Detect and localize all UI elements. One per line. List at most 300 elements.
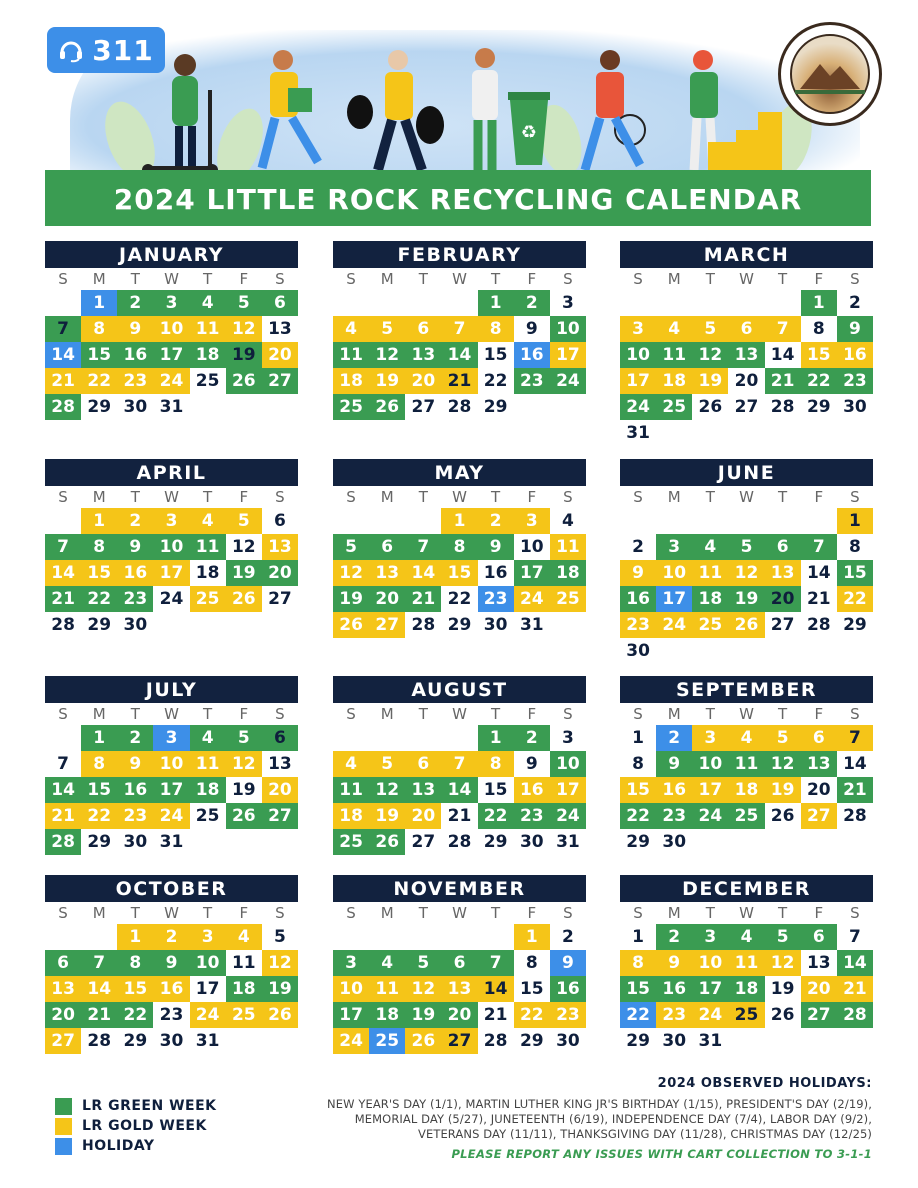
day-cell[interactable]: 19 — [770, 979, 795, 999]
day-cell[interactable]: 9 — [525, 754, 538, 774]
day-cell[interactable]: 22 — [620, 1002, 656, 1028]
day-cell[interactable]: 15 — [81, 777, 117, 803]
day-cell[interactable]: 25 — [195, 806, 220, 826]
day-cell[interactable]: 6 — [262, 725, 298, 751]
day-cell[interactable]: 18 — [190, 777, 226, 803]
day-cell[interactable]: 3 — [561, 293, 574, 313]
day-cell[interactable]: 15 — [483, 780, 508, 800]
day-cell[interactable]: 10 — [153, 316, 189, 342]
day-cell[interactable]: 20 — [262, 560, 298, 586]
day-cell[interactable]: 31 — [159, 397, 184, 417]
day-cell[interactable]: 15 — [620, 976, 656, 1002]
day-cell[interactable]: 2 — [632, 537, 644, 557]
day-cell[interactable]: 24 — [190, 1002, 226, 1028]
day-cell[interactable]: 19 — [369, 368, 405, 394]
day-cell[interactable]: 18 — [656, 368, 692, 394]
day-cell[interactable]: 6 — [405, 316, 441, 342]
day-cell[interactable]: 27 — [411, 397, 436, 417]
day-cell[interactable]: 13 — [369, 560, 405, 586]
day-cell[interactable]: 16 — [117, 342, 153, 368]
day-cell[interactable]: 29 — [483, 397, 508, 417]
day-cell[interactable]: 22 — [478, 803, 514, 829]
day-cell[interactable]: 29 — [806, 397, 831, 417]
day-cell[interactable]: 12 — [405, 976, 441, 1002]
day-cell[interactable]: 13 — [728, 342, 764, 368]
day-cell[interactable]: 4 — [561, 511, 574, 531]
day-cell[interactable]: 10 — [656, 560, 692, 586]
day-cell[interactable]: 8 — [848, 537, 861, 557]
day-cell[interactable]: 29 — [519, 1031, 544, 1051]
day-cell[interactable]: 13 — [405, 342, 441, 368]
day-cell[interactable]: 7 — [801, 534, 837, 560]
day-cell[interactable]: 3 — [620, 316, 656, 342]
day-cell[interactable]: 25 — [656, 394, 692, 420]
day-cell[interactable]: 24 — [656, 612, 692, 638]
day-cell[interactable]: 14 — [81, 976, 117, 1002]
day-cell[interactable]: 11 — [190, 751, 226, 777]
day-cell[interactable]: 5 — [728, 534, 764, 560]
day-cell[interactable]: 14 — [45, 560, 81, 586]
day-cell[interactable]: 30 — [123, 832, 148, 852]
day-cell[interactable]: 3 — [153, 508, 189, 534]
day-cell[interactable]: 11 — [369, 976, 405, 1002]
day-cell[interactable]: 13 — [268, 319, 292, 339]
day-cell[interactable]: 21 — [837, 976, 873, 1002]
day-cell[interactable]: 13 — [405, 777, 441, 803]
day-cell[interactable]: 2 — [848, 293, 861, 313]
day-cell[interactable]: 5 — [692, 316, 728, 342]
day-cell[interactable]: 29 — [447, 615, 472, 635]
day-cell[interactable]: 29 — [626, 832, 650, 852]
day-cell[interactable]: 11 — [231, 953, 256, 973]
day-cell[interactable]: 26 — [262, 1002, 298, 1028]
day-cell[interactable]: 30 — [626, 641, 650, 661]
day-cell[interactable]: 25 — [728, 1002, 764, 1028]
day-cell[interactable]: 4 — [728, 924, 764, 950]
day-cell[interactable]: 17 — [620, 368, 656, 394]
day-cell[interactable]: 1 — [632, 927, 644, 947]
day-cell[interactable]: 12 — [692, 342, 728, 368]
day-cell[interactable]: 5 — [765, 924, 801, 950]
day-cell[interactable]: 7 — [478, 950, 514, 976]
day-cell[interactable]: 19 — [692, 368, 728, 394]
day-cell[interactable]: 20 — [262, 777, 298, 803]
day-cell[interactable]: 20 — [45, 1002, 81, 1028]
day-cell[interactable]: 23 — [514, 368, 550, 394]
day-cell[interactable]: 17 — [514, 560, 550, 586]
day-cell[interactable]: 8 — [81, 316, 117, 342]
day-cell[interactable]: 20 — [801, 976, 837, 1002]
day-cell[interactable]: 24 — [550, 368, 586, 394]
day-cell[interactable]: 17 — [333, 1002, 369, 1028]
day-cell[interactable]: 14 — [405, 560, 441, 586]
day-cell[interactable]: 18 — [728, 976, 764, 1002]
day-cell[interactable]: 8 — [81, 534, 117, 560]
day-cell[interactable]: 20 — [369, 586, 405, 612]
day-cell[interactable]: 1 — [441, 508, 477, 534]
day-cell[interactable]: 31 — [698, 1031, 723, 1051]
day-cell[interactable]: 8 — [620, 950, 656, 976]
day-cell[interactable]: 6 — [405, 751, 441, 777]
day-cell[interactable]: 19 — [226, 560, 262, 586]
day-cell[interactable]: 7 — [45, 534, 81, 560]
day-cell[interactable]: 26 — [369, 394, 405, 420]
day-cell[interactable]: 22 — [801, 368, 837, 394]
day-cell[interactable]: 2 — [117, 290, 153, 316]
day-cell[interactable]: 8 — [812, 319, 825, 339]
day-cell[interactable]: 3 — [514, 508, 550, 534]
day-cell[interactable]: 13 — [262, 534, 298, 560]
day-cell[interactable]: 11 — [692, 560, 728, 586]
day-cell[interactable]: 27 — [801, 803, 837, 829]
day-cell[interactable]: 9 — [656, 751, 692, 777]
day-cell[interactable]: 10 — [692, 751, 728, 777]
day-cell[interactable]: 13 — [441, 976, 477, 1002]
day-cell[interactable]: 23 — [656, 1002, 692, 1028]
day-cell[interactable]: 19 — [405, 1002, 441, 1028]
day-cell[interactable]: 1 — [81, 290, 117, 316]
day-cell[interactable]: 16 — [656, 976, 692, 1002]
day-cell[interactable]: 4 — [333, 751, 369, 777]
day-cell[interactable]: 17 — [153, 560, 189, 586]
day-cell[interactable]: 12 — [226, 751, 262, 777]
day-cell[interactable]: 5 — [765, 725, 801, 751]
day-cell[interactable]: 3 — [333, 950, 369, 976]
day-cell[interactable]: 2 — [514, 725, 550, 751]
day-cell[interactable]: 10 — [153, 534, 189, 560]
day-cell[interactable]: 24 — [692, 1002, 728, 1028]
day-cell[interactable]: 17 — [195, 979, 220, 999]
day-cell[interactable]: 22 — [837, 586, 873, 612]
day-cell[interactable]: 2 — [656, 924, 692, 950]
day-cell[interactable]: 6 — [262, 290, 298, 316]
day-cell[interactable]: 29 — [87, 615, 112, 635]
day-cell[interactable]: 15 — [483, 345, 508, 365]
day-cell[interactable]: 21 — [441, 368, 477, 394]
day-cell[interactable]: 21 — [806, 589, 831, 609]
day-cell[interactable]: 12 — [231, 537, 256, 557]
day-cell[interactable]: 9 — [153, 950, 189, 976]
day-cell[interactable]: 19 — [226, 342, 262, 368]
day-cell[interactable]: 5 — [369, 316, 405, 342]
day-cell[interactable]: 28 — [411, 615, 436, 635]
day-cell[interactable]: 15 — [441, 560, 477, 586]
day-cell[interactable]: 29 — [843, 615, 867, 635]
day-cell[interactable]: 21 — [765, 368, 801, 394]
day-cell[interactable]: 4 — [656, 316, 692, 342]
day-cell[interactable]: 13 — [45, 976, 81, 1002]
day-cell[interactable]: 16 — [514, 777, 550, 803]
day-cell[interactable]: 3 — [692, 725, 728, 751]
day-cell[interactable]: 4 — [369, 950, 405, 976]
day-cell[interactable]: 17 — [550, 777, 586, 803]
day-cell[interactable]: 11 — [333, 777, 369, 803]
day-cell[interactable]: 9 — [550, 950, 586, 976]
day-cell[interactable]: 27 — [770, 615, 795, 635]
day-cell[interactable]: 26 — [770, 806, 795, 826]
day-cell[interactable]: 20 — [734, 371, 759, 391]
day-cell[interactable]: 9 — [117, 316, 153, 342]
day-cell[interactable]: 22 — [81, 368, 117, 394]
day-cell[interactable]: 22 — [81, 803, 117, 829]
day-cell[interactable]: 26 — [333, 612, 369, 638]
badge-311[interactable] — [47, 27, 165, 73]
day-cell[interactable]: 28 — [483, 1031, 508, 1051]
day-cell[interactable]: 2 — [153, 924, 189, 950]
day-cell[interactable]: 21 — [45, 586, 81, 612]
day-cell[interactable]: 27 — [268, 589, 292, 609]
day-cell[interactable]: 25 — [333, 829, 369, 855]
day-cell[interactable]: 30 — [662, 1031, 687, 1051]
day-cell[interactable]: 19 — [369, 803, 405, 829]
day-cell[interactable]: 8 — [478, 316, 514, 342]
day-cell[interactable]: 27 — [441, 1028, 477, 1054]
day-cell[interactable]: 11 — [190, 534, 226, 560]
day-cell[interactable]: 17 — [692, 777, 728, 803]
day-cell[interactable]: 30 — [123, 397, 148, 417]
day-cell[interactable]: 23 — [550, 1002, 586, 1028]
day-cell[interactable]: 24 — [159, 589, 184, 609]
day-cell[interactable]: 30 — [483, 615, 508, 635]
day-cell[interactable]: 4 — [226, 924, 262, 950]
day-cell[interactable]: 8 — [81, 751, 117, 777]
day-cell[interactable]: 15 — [117, 976, 153, 1002]
day-cell[interactable]: 7 — [837, 725, 873, 751]
day-cell[interactable]: 16 — [514, 342, 550, 368]
day-cell[interactable]: 5 — [405, 950, 441, 976]
day-cell[interactable]: 18 — [226, 976, 262, 1002]
day-cell[interactable]: 26 — [698, 397, 723, 417]
day-cell[interactable]: 30 — [556, 1031, 580, 1051]
day-cell[interactable]: 18 — [728, 777, 764, 803]
day-cell[interactable]: 26 — [226, 586, 262, 612]
day-cell[interactable]: 3 — [153, 290, 189, 316]
day-cell[interactable]: 27 — [369, 612, 405, 638]
day-cell[interactable]: 10 — [550, 751, 586, 777]
day-cell[interactable]: 17 — [692, 976, 728, 1002]
day-cell[interactable]: 3 — [656, 534, 692, 560]
day-cell[interactable]: 26 — [369, 829, 405, 855]
day-cell[interactable]: 9 — [620, 560, 656, 586]
day-cell[interactable]: 26 — [405, 1028, 441, 1054]
day-cell[interactable]: 28 — [770, 397, 795, 417]
day-cell[interactable]: 20 — [765, 586, 801, 612]
day-cell[interactable]: 2 — [656, 725, 692, 751]
day-cell[interactable]: 28 — [45, 394, 81, 420]
day-cell[interactable]: 8 — [525, 953, 538, 973]
day-cell[interactable]: 23 — [656, 803, 692, 829]
day-cell[interactable]: 30 — [159, 1031, 184, 1051]
day-cell[interactable]: 22 — [620, 803, 656, 829]
day-cell[interactable]: 13 — [765, 560, 801, 586]
day-cell[interactable]: 20 — [405, 368, 441, 394]
day-cell[interactable]: 25 — [226, 1002, 262, 1028]
day-cell[interactable]: 22 — [81, 586, 117, 612]
day-cell[interactable]: 1 — [837, 508, 873, 534]
day-cell[interactable]: 16 — [117, 777, 153, 803]
day-cell[interactable]: 8 — [632, 754, 644, 774]
day-cell[interactable]: 11 — [728, 950, 764, 976]
day-cell[interactable]: 6 — [273, 511, 286, 531]
day-cell[interactable]: 23 — [514, 803, 550, 829]
day-cell[interactable]: 9 — [656, 950, 692, 976]
day-cell[interactable]: 14 — [770, 345, 795, 365]
day-cell[interactable]: 12 — [765, 950, 801, 976]
day-cell[interactable]: 19 — [333, 586, 369, 612]
day-cell[interactable]: 11 — [333, 342, 369, 368]
day-cell[interactable]: 30 — [843, 397, 867, 417]
day-cell[interactable]: 31 — [519, 615, 544, 635]
day-cell[interactable]: 17 — [153, 342, 189, 368]
day-cell[interactable]: 31 — [159, 832, 184, 852]
day-cell[interactable]: 25 — [369, 1028, 405, 1054]
day-cell[interactable]: 1 — [801, 290, 837, 316]
day-cell[interactable]: 21 — [81, 1002, 117, 1028]
day-cell[interactable]: 23 — [620, 612, 656, 638]
day-cell[interactable]: 26 — [728, 612, 764, 638]
day-cell[interactable]: 12 — [728, 560, 764, 586]
day-cell[interactable]: 9 — [525, 319, 538, 339]
day-cell[interactable]: 4 — [190, 725, 226, 751]
day-cell[interactable]: 6 — [765, 534, 801, 560]
day-cell[interactable]: 9 — [117, 534, 153, 560]
day-cell[interactable]: 6 — [441, 950, 477, 976]
day-cell[interactable]: 17 — [656, 586, 692, 612]
day-cell[interactable]: 29 — [87, 397, 112, 417]
day-cell[interactable]: 9 — [117, 751, 153, 777]
day-cell[interactable]: 1 — [514, 924, 550, 950]
day-cell[interactable]: 30 — [519, 832, 544, 852]
day-cell[interactable]: 16 — [837, 342, 873, 368]
day-cell[interactable]: 15 — [81, 342, 117, 368]
day-cell[interactable]: 2 — [561, 927, 574, 947]
day-cell[interactable]: 25 — [195, 371, 220, 391]
day-cell[interactable]: 3 — [561, 728, 574, 748]
day-cell[interactable]: 12 — [226, 316, 262, 342]
day-cell[interactable]: 9 — [478, 534, 514, 560]
day-cell[interactable]: 15 — [837, 560, 873, 586]
day-cell[interactable]: 28 — [843, 806, 867, 826]
day-cell[interactable]: 18 — [692, 586, 728, 612]
day-cell[interactable]: 27 — [262, 368, 298, 394]
day-cell[interactable]: 5 — [333, 534, 369, 560]
day-cell[interactable]: 28 — [447, 397, 472, 417]
day-cell[interactable]: 11 — [656, 342, 692, 368]
day-cell[interactable]: 21 — [45, 368, 81, 394]
day-cell[interactable]: 14 — [478, 976, 514, 1002]
day-cell[interactable]: 11 — [728, 751, 764, 777]
day-cell[interactable]: 24 — [514, 586, 550, 612]
day-cell[interactable]: 11 — [550, 534, 586, 560]
day-cell[interactable]: 25 — [190, 586, 226, 612]
day-cell[interactable]: 5 — [226, 725, 262, 751]
day-cell[interactable]: 6 — [45, 950, 81, 976]
day-cell[interactable]: 7 — [81, 950, 117, 976]
day-cell[interactable]: 26 — [770, 1005, 795, 1025]
day-cell[interactable]: 6 — [801, 924, 837, 950]
day-cell[interactable]: 27 — [801, 1002, 837, 1028]
day-cell[interactable]: 1 — [478, 725, 514, 751]
day-cell[interactable]: 14 — [837, 950, 873, 976]
day-cell[interactable]: 10 — [333, 976, 369, 1002]
day-cell[interactable]: 4 — [728, 725, 764, 751]
day-cell[interactable]: 23 — [159, 1005, 184, 1025]
day-cell[interactable]: 1 — [81, 508, 117, 534]
day-cell[interactable]: 10 — [190, 950, 226, 976]
day-cell[interactable]: 4 — [190, 508, 226, 534]
day-cell[interactable]: 24 — [550, 803, 586, 829]
day-cell[interactable]: 18 — [369, 1002, 405, 1028]
day-cell[interactable]: 8 — [478, 751, 514, 777]
day-cell[interactable]: 21 — [45, 803, 81, 829]
day-cell[interactable]: 9 — [837, 316, 873, 342]
day-cell[interactable]: 30 — [123, 615, 148, 635]
day-cell[interactable]: 19 — [765, 777, 801, 803]
day-cell[interactable]: 12 — [262, 950, 298, 976]
day-cell[interactable]: 25 — [692, 612, 728, 638]
day-cell[interactable]: 21 — [447, 806, 472, 826]
day-cell[interactable]: 4 — [333, 316, 369, 342]
day-cell[interactable]: 15 — [519, 979, 544, 999]
day-cell[interactable]: 22 — [117, 1002, 153, 1028]
day-cell[interactable]: 3 — [190, 924, 226, 950]
day-cell[interactable]: 12 — [369, 342, 405, 368]
day-cell[interactable]: 18 — [550, 560, 586, 586]
day-cell[interactable]: 29 — [87, 832, 112, 852]
day-cell[interactable]: 18 — [195, 563, 220, 583]
day-cell[interactable]: 7 — [57, 754, 69, 774]
day-cell[interactable]: 16 — [550, 976, 586, 1002]
day-cell[interactable]: 13 — [268, 754, 292, 774]
day-cell[interactable]: 7 — [45, 316, 81, 342]
day-cell[interactable]: 25 — [550, 586, 586, 612]
day-cell[interactable]: 13 — [806, 953, 831, 973]
day-cell[interactable]: 23 — [837, 368, 873, 394]
day-cell[interactable]: 5 — [369, 751, 405, 777]
day-cell[interactable]: 7 — [765, 316, 801, 342]
day-cell[interactable]: 6 — [369, 534, 405, 560]
day-cell[interactable]: 21 — [483, 1005, 508, 1025]
day-cell[interactable]: 24 — [692, 803, 728, 829]
day-cell[interactable]: 30 — [662, 832, 687, 852]
day-cell[interactable]: 17 — [550, 342, 586, 368]
day-cell[interactable]: 23 — [117, 368, 153, 394]
day-cell[interactable]: 12 — [369, 777, 405, 803]
day-cell[interactable]: 1 — [117, 924, 153, 950]
day-cell[interactable]: 6 — [728, 316, 764, 342]
day-cell[interactable]: 29 — [626, 1031, 650, 1051]
day-cell[interactable]: 17 — [153, 777, 189, 803]
day-cell[interactable]: 16 — [117, 560, 153, 586]
day-cell[interactable]: 23 — [478, 586, 514, 612]
day-cell[interactable]: 14 — [806, 563, 831, 583]
day-cell[interactable]: 18 — [333, 803, 369, 829]
day-cell[interactable]: 27 — [734, 397, 759, 417]
day-cell[interactable]: 13 — [801, 751, 837, 777]
day-cell[interactable]: 23 — [117, 586, 153, 612]
day-cell[interactable]: 27 — [45, 1028, 81, 1054]
day-cell[interactable]: 14 — [45, 777, 81, 803]
day-cell[interactable]: 28 — [806, 615, 831, 635]
day-cell[interactable]: 10 — [692, 950, 728, 976]
day-cell[interactable]: 29 — [123, 1031, 148, 1051]
day-cell[interactable]: 31 — [556, 832, 580, 852]
day-cell[interactable]: 28 — [87, 1031, 112, 1051]
day-cell[interactable]: 16 — [483, 563, 508, 583]
day-cell[interactable]: 14 — [441, 342, 477, 368]
day-cell[interactable]: 10 — [550, 316, 586, 342]
day-cell[interactable]: 20 — [405, 803, 441, 829]
